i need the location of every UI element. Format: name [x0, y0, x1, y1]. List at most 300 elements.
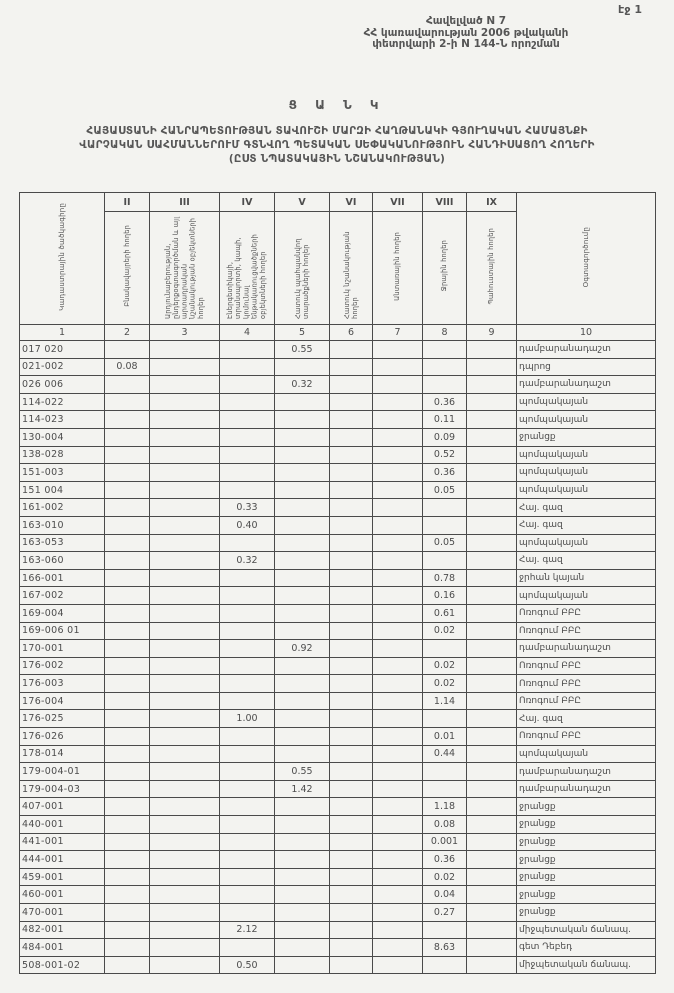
value-cell [467, 710, 517, 728]
value-cell [220, 868, 275, 886]
value-cell [105, 692, 150, 710]
value-cell [275, 622, 330, 640]
value-cell [105, 446, 150, 464]
col-num-2: 2 [105, 325, 150, 341]
value-cell [373, 464, 423, 482]
cadastral-code-cell: 176-004 [20, 692, 105, 710]
value-cell [467, 569, 517, 587]
value-cell [330, 552, 373, 570]
use-cell: Ոռոգում ԲԲԸ [517, 692, 656, 710]
use-cell: պոմպակայան [517, 464, 656, 482]
table-row [20, 675, 656, 693]
table-row [20, 428, 656, 446]
value-cell [220, 481, 275, 499]
value-cell [373, 868, 423, 886]
table-row [20, 393, 656, 411]
value-cell [105, 428, 150, 446]
use-cell: Հայ. գազ [517, 552, 656, 570]
use-cell: Հայ. գազ [517, 710, 656, 728]
value-cell [330, 516, 373, 534]
use-cell: պոմպակայան [517, 481, 656, 499]
value-cell [220, 939, 275, 957]
value-cell [220, 640, 275, 658]
value-cell [275, 921, 330, 939]
value-cell [275, 358, 330, 376]
value-cell [105, 622, 150, 640]
value-cell [275, 692, 330, 710]
value-cell [467, 428, 517, 446]
use-cell: դամբարանադաշտ [517, 376, 656, 394]
value-cell [330, 886, 373, 904]
value-cell [220, 341, 275, 359]
value-cell [220, 428, 275, 446]
cadastral-code-cell: 026 006 [20, 376, 105, 394]
table-row [20, 534, 656, 552]
roman-numeral-row [20, 193, 656, 212]
value-cell: 0.32 [275, 376, 330, 394]
use-cell: ջրանցք [517, 798, 656, 816]
col-num-9: 9 [467, 325, 517, 341]
value-cell [150, 411, 220, 429]
col-num-10: 10 [517, 325, 656, 341]
value-cell [220, 604, 275, 622]
value-cell [150, 622, 220, 640]
value-cell [423, 358, 467, 376]
value-cell [467, 692, 517, 710]
cadastral-code-cell: 484-001 [20, 939, 105, 957]
value-cell [467, 552, 517, 570]
table-row [20, 780, 656, 798]
table-row [20, 939, 656, 957]
cadastral-code-cell: 441-001 [20, 833, 105, 851]
value-cell [275, 569, 330, 587]
col-num-7: 7 [373, 325, 423, 341]
value-cell [105, 534, 150, 552]
value-cell [423, 763, 467, 781]
value-cell [150, 464, 220, 482]
value-cell [275, 393, 330, 411]
value-cell [150, 587, 220, 605]
value-cell [105, 640, 150, 658]
cadastral-code-cell: 459-001 [20, 868, 105, 886]
value-cell [467, 886, 517, 904]
value-cell [220, 833, 275, 851]
use-cell: Հայ. գազ [517, 499, 656, 517]
value-cell [467, 411, 517, 429]
value-cell [467, 604, 517, 622]
value-cell: 0.16 [423, 587, 467, 605]
value-cell [373, 604, 423, 622]
value-cell [220, 534, 275, 552]
value-cell [150, 886, 220, 904]
value-cell [105, 604, 150, 622]
table-row [20, 710, 656, 728]
value-cell [330, 780, 373, 798]
cadastral-code-cell: 178-014 [20, 745, 105, 763]
roman-V: V [275, 193, 330, 212]
table-row [20, 640, 656, 658]
header-use [517, 193, 656, 325]
value-cell [105, 763, 150, 781]
value-cell [105, 851, 150, 869]
value-cell [467, 341, 517, 359]
value-cell: 8.63 [423, 939, 467, 957]
value-cell [105, 464, 150, 482]
use-cell: ջրանցք [517, 851, 656, 869]
table-row [20, 552, 656, 570]
value-cell [150, 534, 220, 552]
value-cell [105, 657, 150, 675]
value-cell [373, 657, 423, 675]
page-number: էջ 1 [618, 3, 642, 16]
value-cell [373, 745, 423, 763]
value-cell: 0.36 [423, 464, 467, 482]
value-cell [467, 657, 517, 675]
value-cell: 0.11 [423, 411, 467, 429]
value-cell [467, 587, 517, 605]
value-cell [467, 464, 517, 482]
title-line-1: ՀԱՅԱՍՏԱՆԻ ՀԱՆՐԱՊԵՏՈՒԹՅԱՆ ՏԱՎՈՒՇԻ ՄԱՐԶԻ ՀԱՂԹԱՆԱԿԻ ԳՅՈՒՂԱԿԱՆ ՀԱՄԱՅՆՔԻ [86, 125, 588, 137]
value-cell [467, 798, 517, 816]
value-cell [150, 428, 220, 446]
value-cell [150, 393, 220, 411]
value-cell [220, 692, 275, 710]
table-row [20, 411, 656, 429]
value-cell [330, 358, 373, 376]
value-cell [275, 534, 330, 552]
value-cell: 0.52 [423, 446, 467, 464]
value-cell [467, 816, 517, 834]
value-cell [275, 464, 330, 482]
value-cell [330, 904, 373, 922]
cadastral-code-cell: 151 004 [20, 481, 105, 499]
value-cell [330, 622, 373, 640]
cadastral-code-cell: 176-003 [20, 675, 105, 693]
cadastral-code-cell: 470-001 [20, 904, 105, 922]
value-cell [373, 587, 423, 605]
use-cell: պոմպակայան [517, 393, 656, 411]
value-cell [275, 956, 330, 974]
value-cell [220, 569, 275, 587]
value-cell [220, 657, 275, 675]
value-cell [373, 569, 423, 587]
header-cadastral-code-label: Կադաստրային ծածկագիրը [57, 203, 66, 311]
value-cell [105, 833, 150, 851]
value-cell: 0.92 [275, 640, 330, 658]
roman-VII: VII [373, 193, 423, 212]
value-cell [150, 604, 220, 622]
value-cell [150, 499, 220, 517]
use-cell: դամբարանադաշտ [517, 763, 656, 781]
table-row [20, 481, 656, 499]
value-cell [423, 552, 467, 570]
table-row [20, 341, 656, 359]
value-cell [467, 939, 517, 957]
table-row [20, 745, 656, 763]
value-cell [105, 745, 150, 763]
value-cell: 0.61 [423, 604, 467, 622]
value-cell [330, 675, 373, 693]
value-cell [330, 921, 373, 939]
cadastral-code-cell: 169-004 [20, 604, 105, 622]
value-cell [220, 358, 275, 376]
value-cell: 0.78 [423, 569, 467, 587]
value-cell [467, 640, 517, 658]
header-cadastral-code [20, 193, 105, 325]
value-cell [220, 411, 275, 429]
value-cell: 0.40 [220, 516, 275, 534]
header-reserve-lands: Պահուստային հողեր [467, 212, 517, 325]
value-cell [275, 657, 330, 675]
table-row [20, 833, 656, 851]
header-use-label: Օգտագործումը [581, 226, 590, 288]
value-cell [105, 569, 150, 587]
value-cell [275, 675, 330, 693]
col-num-1: 1 [20, 325, 105, 341]
use-cell: ջրանցք [517, 816, 656, 834]
value-cell [373, 763, 423, 781]
use-cell: ջրանցք [517, 904, 656, 922]
value-cell [150, 921, 220, 939]
use-cell: դամբարանադաշտ [517, 341, 656, 359]
cadastral-code-cell: 017 020 [20, 341, 105, 359]
value-cell [373, 376, 423, 394]
cadastral-code-cell: 169-006 01 [20, 622, 105, 640]
value-cell [423, 376, 467, 394]
value-cell [150, 692, 220, 710]
value-cell [150, 816, 220, 834]
cadastral-code-cell: 176-026 [20, 728, 105, 746]
value-cell [330, 499, 373, 517]
value-cell: 0.55 [275, 763, 330, 781]
value-cell [467, 851, 517, 869]
value-cell [150, 376, 220, 394]
value-cell [275, 798, 330, 816]
value-cell [150, 657, 220, 675]
value-cell [467, 622, 517, 640]
value-cell [275, 833, 330, 851]
table-row [20, 763, 656, 781]
value-cell [275, 710, 330, 728]
value-cell [373, 411, 423, 429]
roman-VIII: VIII [423, 193, 467, 212]
use-cell: պոմպակայան [517, 411, 656, 429]
value-cell [373, 904, 423, 922]
value-cell [150, 516, 220, 534]
cadastral-code-cell: 167-002 [20, 587, 105, 605]
value-cell [423, 921, 467, 939]
use-cell: պոմպակայան [517, 534, 656, 552]
header-forest-lands: Անտառային հողեր [373, 212, 423, 325]
value-cell [275, 552, 330, 570]
table-row [20, 798, 656, 816]
value-cell [105, 956, 150, 974]
roman-IX: IX [467, 193, 517, 212]
value-cell [330, 411, 373, 429]
title-line-2: ՎԱՐՉԱԿԱՆ ՍԱՀՄԱՆՆԵՐՈՒՄ ԳՏՆՎՈՂ ՊԵՏԱԿԱՆ ՍԵՓԱԿԱՆՈՒԹՅՈՒՆ ՀԱՆԴԻՍԱՑՈՂ ՀՈՂԵՐԻ [79, 139, 595, 151]
value-cell [275, 886, 330, 904]
value-cell: 0.02 [423, 622, 467, 640]
value-cell [150, 569, 220, 587]
value-cell [275, 411, 330, 429]
value-cell [220, 622, 275, 640]
table-row [20, 657, 656, 675]
value-cell [330, 393, 373, 411]
cadastral-code-cell: 163-060 [20, 552, 105, 570]
value-cell [275, 428, 330, 446]
value-cell: 0.36 [423, 851, 467, 869]
table-row [20, 622, 656, 640]
table-row [20, 569, 656, 587]
value-cell [373, 675, 423, 693]
value-cell [150, 358, 220, 376]
value-cell [373, 446, 423, 464]
value-cell [373, 552, 423, 570]
roman-IV: IV [220, 193, 275, 212]
value-cell [105, 868, 150, 886]
cadastral-code-cell: 176-002 [20, 657, 105, 675]
use-cell: պոմպակայան [517, 745, 656, 763]
value-cell [330, 692, 373, 710]
value-cell [105, 904, 150, 922]
value-cell [105, 675, 150, 693]
value-cell [105, 376, 150, 394]
value-cell [330, 604, 373, 622]
table-row [20, 886, 656, 904]
value-cell [105, 710, 150, 728]
use-cell: գետ Դեբեդ [517, 939, 656, 957]
table-row [20, 868, 656, 886]
table-row [20, 904, 656, 922]
value-cell: 1.00 [220, 710, 275, 728]
value-cell [220, 675, 275, 693]
value-cell [105, 393, 150, 411]
value-cell [373, 833, 423, 851]
table-row [20, 376, 656, 394]
value-cell [467, 675, 517, 693]
use-cell: ջրանցք [517, 833, 656, 851]
table-row [20, 587, 656, 605]
value-cell [330, 587, 373, 605]
value-cell: 0.05 [423, 534, 467, 552]
col-num-6: 6 [330, 325, 373, 341]
col-num-8: 8 [423, 325, 467, 341]
value-cell [467, 745, 517, 763]
value-cell: 0.02 [423, 675, 467, 693]
header-industrial-lands: Արդյունաբերության, ընդերքօգտագործման և այլ արտադրական նշանակության օբյեկտների հողեր [150, 212, 220, 325]
use-cell: դպրոց [517, 358, 656, 376]
value-cell [150, 939, 220, 957]
cadastral-code-cell: 170-001 [20, 640, 105, 658]
value-cell [275, 939, 330, 957]
value-cell [150, 798, 220, 816]
value-cell: 0.08 [105, 358, 150, 376]
value-cell [423, 780, 467, 798]
table-row [20, 851, 656, 869]
value-cell: 1.42 [275, 780, 330, 798]
cadastral-code-cell: 130-004 [20, 428, 105, 446]
value-cell [150, 728, 220, 746]
header-infrastructure-lands: Էներգետիկայի, տրանսպորտի, կապի, կոմունալ ենթակառուցվածքների օբյեկտների հողեր [220, 212, 275, 325]
cadastral-code-cell: 021-002 [20, 358, 105, 376]
value-cell [467, 868, 517, 886]
value-cell: 0.27 [423, 904, 467, 922]
value-cell [330, 710, 373, 728]
value-cell [105, 780, 150, 798]
value-cell [220, 587, 275, 605]
value-cell [373, 780, 423, 798]
use-cell: պոմպակայան [517, 587, 656, 605]
value-cell [330, 763, 373, 781]
value-cell: 0.001 [423, 833, 467, 851]
value-cell [330, 939, 373, 957]
value-cell [467, 956, 517, 974]
column-number-row [20, 325, 656, 341]
value-cell [330, 534, 373, 552]
value-cell [467, 904, 517, 922]
value-cell [330, 728, 373, 746]
value-cell: 0.01 [423, 728, 467, 746]
value-cell: 0.44 [423, 745, 467, 763]
value-cell [373, 640, 423, 658]
header-water-lands: Ջրային հողեր [423, 212, 467, 325]
cadastral-code-cell: 482-001 [20, 921, 105, 939]
value-cell [105, 552, 150, 570]
value-cell [373, 428, 423, 446]
table-body [20, 341, 656, 974]
value-cell [150, 851, 220, 869]
cadastral-code-cell: 163-053 [20, 534, 105, 552]
use-cell: դամբարանադաշտ [517, 780, 656, 798]
value-cell [105, 411, 150, 429]
use-cell: Ոռոգում ԲԲԸ [517, 622, 656, 640]
cadastral-code-cell: 407-001 [20, 798, 105, 816]
value-cell [373, 499, 423, 517]
value-cell [373, 358, 423, 376]
value-cell [275, 587, 330, 605]
value-cell [150, 956, 220, 974]
value-cell [275, 868, 330, 886]
value-cell [467, 358, 517, 376]
value-cell [220, 464, 275, 482]
value-cell [150, 481, 220, 499]
value-cell [467, 728, 517, 746]
value-cell [330, 657, 373, 675]
header-special-lands: Հատուկ նշանակության հողեր [330, 212, 373, 325]
value-cell [150, 341, 220, 359]
value-cell [330, 481, 373, 499]
value-cell [220, 446, 275, 464]
value-cell: 0.08 [423, 816, 467, 834]
table-row [20, 956, 656, 974]
roman-VI: VI [330, 193, 373, 212]
title-line-3: (ԸՍՏ ՆՊԱՏԱԿԱՅԻՆ ՆՇԱՆԱԿՈՒԹՅԱՆ) [228, 153, 446, 165]
value-cell [105, 939, 150, 957]
cadastral-code-cell: 440-001 [20, 816, 105, 834]
value-cell: 0.50 [220, 956, 275, 974]
value-cell [275, 604, 330, 622]
table-row [20, 499, 656, 517]
value-cell: 0.02 [423, 657, 467, 675]
value-cell [467, 499, 517, 517]
value-cell [275, 499, 330, 517]
value-cell [220, 904, 275, 922]
use-cell: Ոռոգում ԲԲԸ [517, 604, 656, 622]
value-cell [150, 904, 220, 922]
value-cell [373, 886, 423, 904]
value-cell: 0.33 [220, 499, 275, 517]
value-cell [423, 499, 467, 517]
